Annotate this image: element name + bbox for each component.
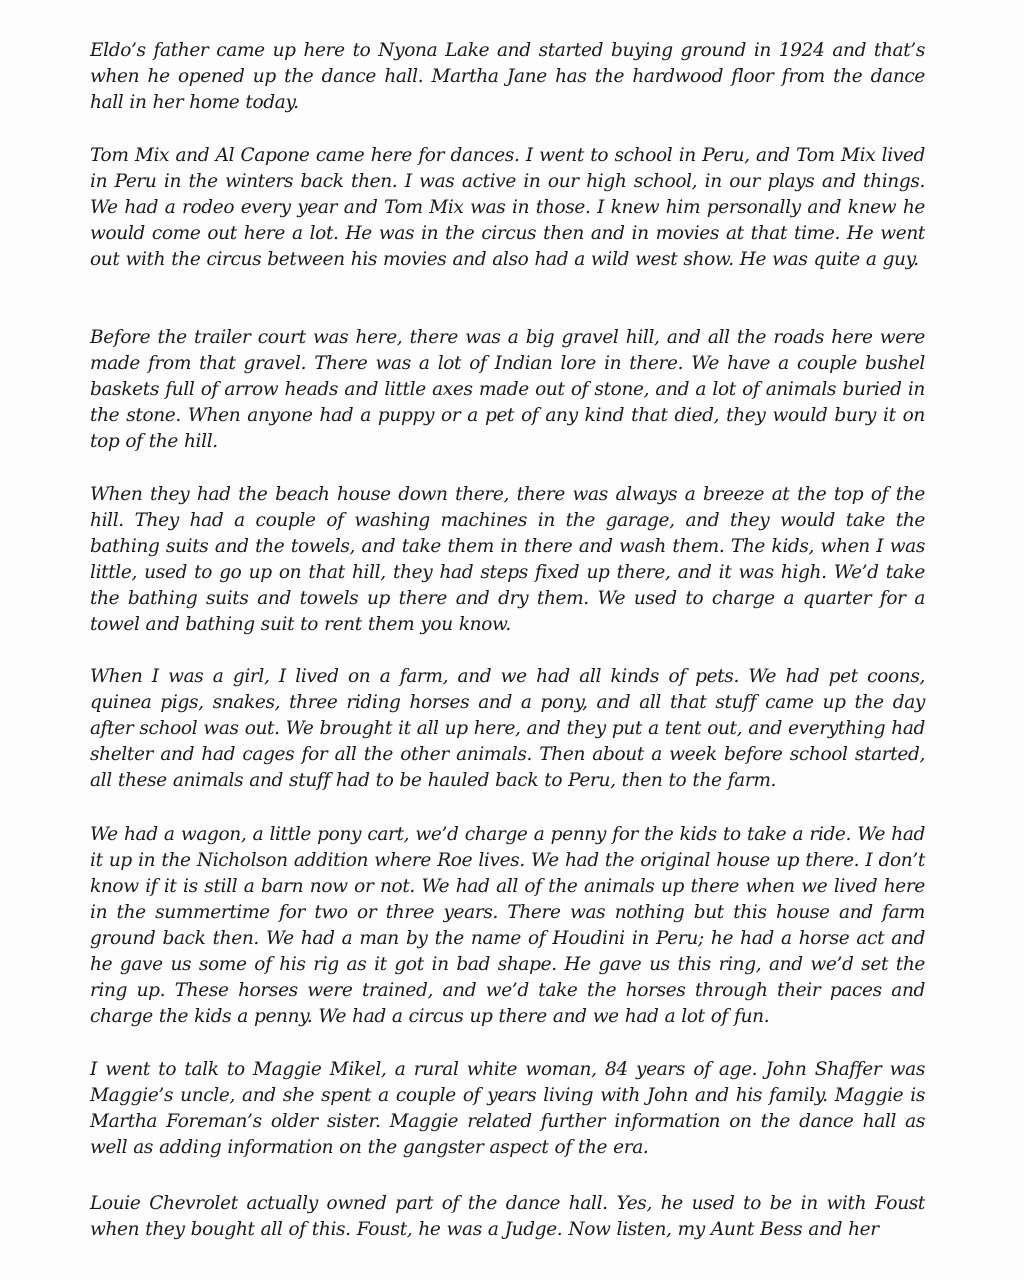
paragraph-pony-cart-circus: We had a wagon, a little pony cart, we’d charge a penny for the kids to take a ride. We had it up in the Nicholson addition where Roe lives. We had the original house up there. I don’t know if it is still a barn now or not. We had all of the animals up there when we lived here in the summertime for two or three years. There was nothing but this house and farm ground back then. We had a man by the name of Houdini in Peru; he had a horse act and he gave us some of his rig as it got in bad shape. He gave us this ring, and we’d set the ring up. These horses were trained, and we’d take the horses through their paces and charge the kids a penny. We had a circus up there and we had a lot of fun. <box>90 824 925 1027</box>
paragraph-tom-mix: Tom Mix and Al Capone came here for dances. I went to school in Peru, and Tom Mix lived in Peru in the winters back then. I was active in our high school, in our plays and things. We had a rodeo every year and Tom Mix was in those. I knew him personally and knew he would come out here a lot. He was in the circus then and in movies at that time. He went out with the circus between his movies and also had a wild west show. He was quite a guy. <box>90 145 925 270</box>
paragraph-louie-chevrolet: Louie Chevrolet actually owned part of the dance hall. Yes, he used to be in with Foust when they bought all of this. Foust, he was a Judge. Now listen, my Aunt Bess and her <box>90 1193 925 1240</box>
paragraph-maggie-mikel: I went to talk to Maggie Mikel, a rural white woman, 84 years of age. John Shaffer was Maggie’s uncle, and she spent a couple of years living with John and his family. Maggie is Martha Foreman’s older sister. Maggie related further information on the dance hall as well as adding information on the gangster aspect of the era. <box>90 1059 925 1158</box>
paragraph-gravel-hill: Before the trailer court was here, there was a big gravel hill, and all the roads here were made from that gravel. There was a lot of Indian lore in there. We have a couple bushel baskets full of arrow heads and little axes made out of stone, and a lot of animals buried in the stone. When anyone had a puppy or a pet of any kind that died, they would bury it on top of the hill. <box>90 327 925 452</box>
paragraph-farm-pets: When I was a girl, I lived on a farm, and we had all kinds of pets. We had pet coons, quinea pigs, snakes, three riding horses and a pony, and all that stuff came up the day after school was out. We brought it all up here, and they put a tent out, and everything had shelter and had cages for all the other animals. Then about a week before school started, all these animals and stuff had to be hauled back to Peru, then to the farm. <box>90 666 925 791</box>
paragraph-dance-hall-origin: Eldo’s father came up here to Nyona Lake and started buying ground in 1924 and that’s when he opened up the dance hall. Martha Jane has the hardwood floor from the dance hall in her home today. <box>90 40 925 113</box>
paragraph-beach-house: When they had the beach house down there, there was always a breeze at the top of the hill. They had a couple of washing machines in the garage, and they would take the bathing suits and the towels, and take them in there and wash them. The kids, when I was little, used to go up on that hill, they had steps fixed up there, and it was high. We’d take the bathing suits and towels up there and dry them. We used to charge a quarter for a towel and bathing suit to rent them you know. <box>90 484 925 635</box>
